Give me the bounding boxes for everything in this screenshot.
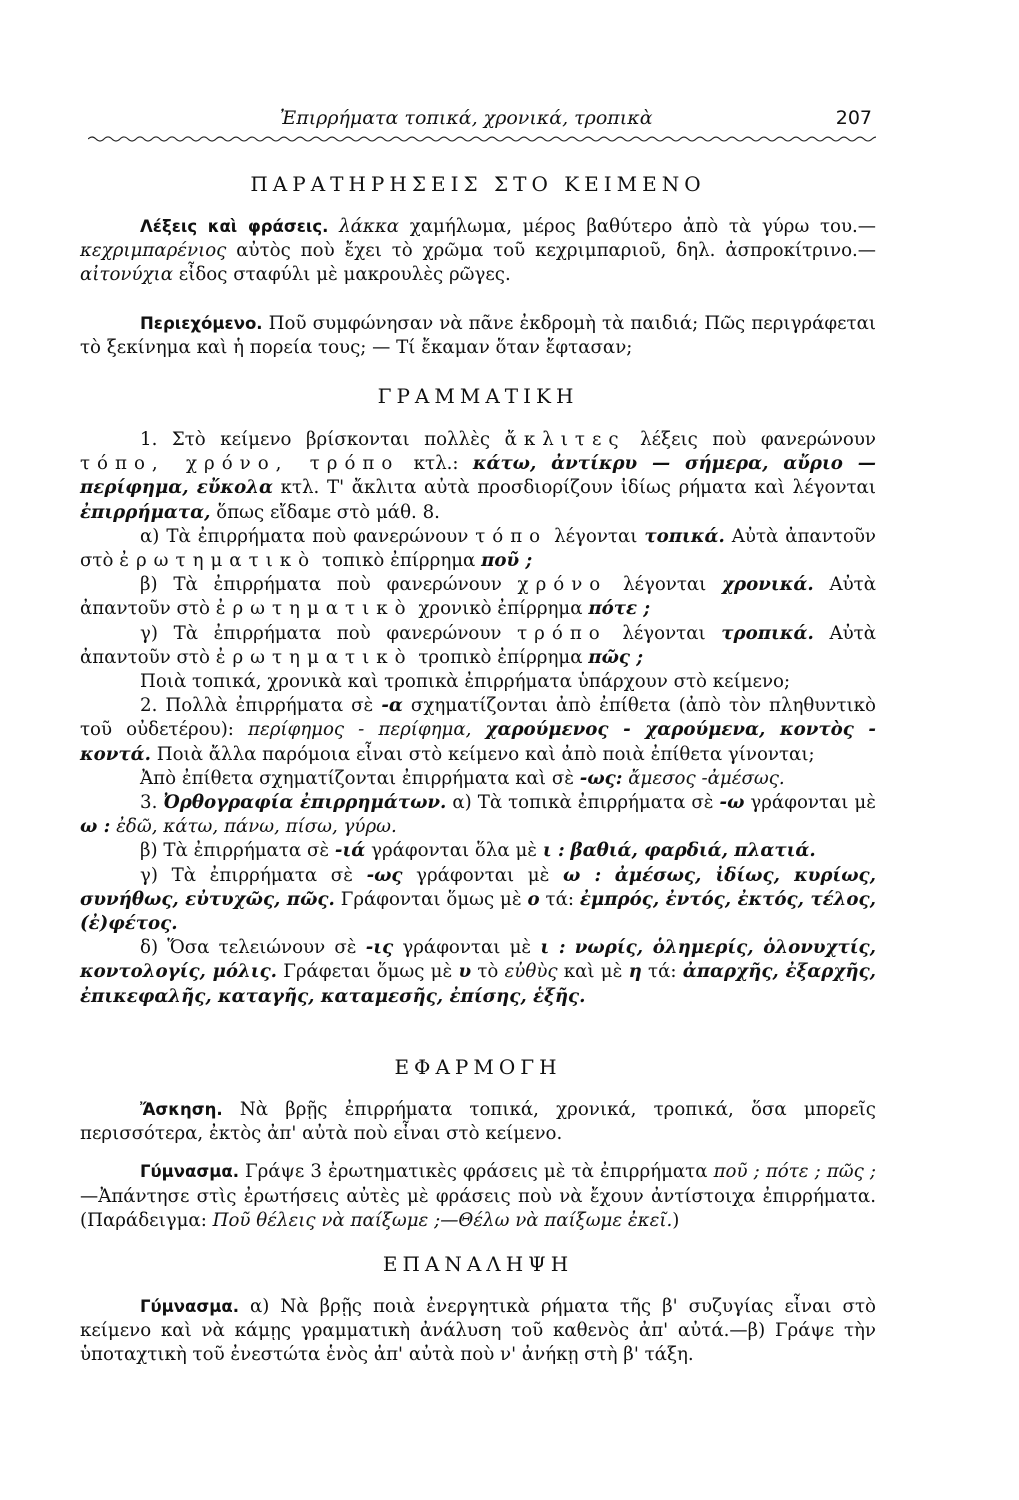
example-sentence: Ποῦ θέλεις νὰ παίξωμε ;—Θέλω νὰ παίξωμε ἐκεῖ. bbox=[212, 1209, 673, 1231]
letter: ι : bbox=[542, 840, 565, 862]
grammar-paragraph-1 bbox=[80, 428, 876, 525]
review-body bbox=[80, 1295, 876, 1368]
text: Αὐτὰ ἀπαντοῦν στὸ bbox=[80, 622, 876, 668]
text: 3. bbox=[140, 792, 158, 814]
text: α) Τὰ τοπικὰ ἐπιρρήματα σὲ bbox=[452, 792, 714, 814]
text: Ἀπὸ ἐπίθετα σχηματίζονται ἐπιρρήματα καὶ σὲ bbox=[140, 767, 574, 789]
vocab-label: Λέξεις καὶ φράσεις. bbox=[140, 217, 329, 236]
vocab-definition: εἶδος σταφύλι μὲ μακρουλὲς ρῶγες. bbox=[178, 264, 511, 286]
text: 2. Πολλὰ ἐπιρρήματα σὲ bbox=[140, 695, 374, 717]
example-words: χαρούμενος - χαρούμενα, κοντὸς - κοντά. bbox=[80, 719, 876, 765]
section-heading-notes: ΠΑΡΑΤΗΡΗΣΕΙΣ ΣΤΟ ΚΕΙΜΕΝΟ bbox=[250, 172, 706, 196]
example-words: ποῦ ; πότε ; πῶς ; bbox=[713, 1161, 876, 1183]
running-title: Ἐπιρρήματα τοπικά, χρονικά, τροπικὰ bbox=[280, 107, 653, 129]
subsection-title: Ὀρθογραφία ἐπιρρημάτων. bbox=[163, 792, 447, 814]
spaced-text: ἄκλιτες bbox=[504, 429, 626, 450]
text: —Ἀπάντησε στὶς ἐρωτήσεις αὐτὲς μὲ φράσεις ποὺ νὰ ἔχουν ἀντίστοιχα ἐπιρρήματα. (Παράδειγμα: bbox=[80, 1185, 876, 1231]
spaced-text: τόπο bbox=[475, 525, 548, 547]
text: γ) Τὰ ἐπιρρήματα ποὺ φανερώνουν bbox=[140, 622, 502, 644]
grammar-paragraph-3d bbox=[80, 936, 876, 1009]
text: τὸ bbox=[477, 961, 499, 983]
text: Αὐτὰ ἀπαντοῦν στὸ bbox=[80, 574, 876, 620]
text: γράφονται ὅλα μὲ bbox=[371, 840, 538, 862]
grammar-item-b bbox=[80, 573, 876, 621]
vocab-word: κεχριμπαρένιος bbox=[80, 240, 227, 262]
spaced-text: ἐρωτηματικὸ bbox=[119, 550, 317, 572]
example-words: ἄμεσος -ἀμέσως. bbox=[628, 767, 785, 789]
exercise-paragraph bbox=[80, 1098, 876, 1146]
text: κτλ. Τ' ἄκλιτα αὐτὰ προσδιορίζουν ἰδίως ρήματα καὶ λέγονται bbox=[280, 477, 876, 499]
spaced-text: ἐρωτηματικὸ bbox=[215, 598, 413, 620]
text: 1. Στὸ κείμενο βρίσκονται πολλὲς bbox=[140, 429, 491, 450]
drill-label: Γύμνασμα. bbox=[140, 1297, 239, 1316]
question-word: πῶς ; bbox=[588, 646, 644, 668]
term: ἐπιρρήματα, bbox=[80, 501, 211, 523]
example-words: περίφημος - περίφημα, bbox=[247, 719, 472, 741]
grammar-question: Ποιὰ τοπικά, χρονικὰ καὶ τροπικὰ ἐπιρρήματα ὑπάρχουν στὸ κείμενο; bbox=[140, 671, 791, 693]
text: γράφονται μὲ bbox=[402, 937, 532, 959]
text: τά: bbox=[545, 888, 574, 910]
grammar-item-c bbox=[80, 622, 876, 670]
example-words: νωρίς, ὁλημερίς, ὁλονυχτίς, κοντολογίς, μόλις. bbox=[80, 937, 876, 983]
letter: ω : bbox=[80, 816, 111, 838]
text: Γράψε 3 ἐρωτηματικὲς φράσεις μὲ τὰ ἐπιρρήματα bbox=[245, 1161, 708, 1183]
example-words: ἐμπρός, ἐντός, ἐκτός, τέλος, (ἐ)φέτος. bbox=[80, 888, 876, 935]
text: λέγονται bbox=[623, 574, 707, 596]
content-text: Ποῦ συμφώνησαν νὰ πᾶνε ἐκδρομὴ τὰ παιδιά; Πῶς περιγράφεται τὸ ξεκίνημα καὶ ἡ πορεία τους; — Τί ἔκαμαν ὅταν ἔφτασαν; bbox=[80, 313, 876, 359]
grammar-paragraph-2 bbox=[80, 694, 876, 767]
suffix: -α bbox=[381, 695, 403, 717]
text: γράφονται μὲ bbox=[416, 864, 550, 886]
text: Γράφονται ὅμως μὲ bbox=[340, 888, 522, 910]
text: Ποιὰ ἄλλα παρόμοια εἶναι στὸ κείμενο καὶ ἀπὸ ποιὰ ἐπίθετα γίνονται; bbox=[156, 743, 815, 765]
term: τοπικά. bbox=[644, 525, 725, 547]
text: δ) Ὅσα τελειώνουν σὲ bbox=[140, 937, 357, 959]
section-heading-review: ΕΠΑΝΑΛΗΨΗ bbox=[382, 1252, 574, 1276]
example-words: ἀπαρχῆς, ἐξαρχῆς, ἐπικεφαλῆς, καταγῆς, καταμεσῆς, ἐπίσης, ἑξῆς. bbox=[80, 961, 876, 1007]
application-body bbox=[80, 1098, 876, 1233]
letter: ι : bbox=[540, 937, 566, 959]
suffix: -ως bbox=[366, 864, 403, 886]
question-word: ποῦ ; bbox=[481, 550, 533, 572]
grammar-paragraph-3 bbox=[80, 791, 876, 839]
text: καὶ μὲ bbox=[563, 961, 623, 983]
section-heading-grammar: ΓΡΑΜΜΑΤΙΚΗ bbox=[377, 384, 579, 408]
text: τροπικὸ ἐπίρρημα bbox=[418, 646, 583, 668]
example-words: ἐδῶ, κάτω, πάνω, πίσω, γύρω. bbox=[116, 816, 397, 838]
suffix: -ω bbox=[719, 792, 745, 814]
spaced-text: ἐρωτηματικὸ bbox=[215, 646, 413, 668]
example-words: ἀμέσως, ἰδίως, κυρίως, συνήθως, εὐτυχῶς, πῶς. bbox=[80, 864, 876, 910]
spaced-text: τρόπο bbox=[517, 622, 607, 644]
text: β) Τὰ ἐπιρρήματα σὲ bbox=[140, 840, 330, 862]
letter: η bbox=[628, 961, 642, 983]
text: τά: bbox=[648, 961, 677, 983]
grammar-item-a bbox=[80, 525, 876, 573]
text: ) bbox=[672, 1209, 680, 1231]
text: λέγονται bbox=[554, 525, 638, 547]
page bbox=[80, 0, 876, 1500]
running-header bbox=[280, 106, 876, 136]
text: γράφονται μὲ bbox=[750, 792, 876, 814]
text: χρονικὸ ἐπίρρημα bbox=[418, 598, 583, 620]
exercise-label: Ἄσκηση. bbox=[140, 1100, 223, 1119]
text: β) Τὰ ἐπιρρήματα ποὺ φανερώνουν bbox=[140, 574, 502, 596]
letter: ο bbox=[527, 888, 540, 910]
text: α) Τὰ ἐπιρρήματα ποὺ φανερώνουν bbox=[140, 525, 469, 547]
vocabulary-paragraph bbox=[80, 215, 876, 288]
suffix: -ιά bbox=[334, 840, 366, 862]
vocab-word: αἰτονύχια bbox=[80, 264, 173, 286]
suffix: -ως: bbox=[579, 767, 623, 789]
drill-paragraph bbox=[80, 1160, 876, 1233]
grammar-paragraph-2b bbox=[80, 767, 876, 791]
text: Αὐτὰ ἀπαντοῦν στὸ bbox=[80, 525, 876, 572]
grammar-paragraph-3c bbox=[80, 864, 876, 937]
text: ὅπως εἴδαμε στὸ μάθ. 8. bbox=[216, 501, 440, 523]
grammar-body bbox=[80, 428, 876, 1009]
term: τροπικά. bbox=[721, 622, 814, 644]
text: κτλ.: bbox=[413, 453, 459, 475]
content-label: Περιεχόμενο. bbox=[140, 314, 263, 333]
vocab-definition: χαμήλωμα, μέρος βαθύτερο ἀπὸ τὰ γύρω του.— bbox=[409, 216, 876, 237]
text: λέγονται bbox=[622, 622, 706, 644]
letter: υ bbox=[458, 961, 472, 983]
text: γ) Τὰ ἐπιρρήματα σὲ bbox=[140, 864, 353, 886]
section-heading-application: ΕΦΑΡΜΟΓΗ bbox=[394, 1055, 562, 1079]
example-word: εὐθὺς bbox=[504, 961, 558, 983]
text: σχηματίζονται ἀπὸ ἐπίθετα (ἀπὸ τὸν πληθυντικὸ τοῦ οὐδετέρου): bbox=[80, 695, 876, 741]
suffix: -ις bbox=[365, 937, 394, 959]
grammar-paragraph-3b bbox=[80, 839, 876, 863]
review-drill-paragraph bbox=[80, 1295, 876, 1368]
text: Νὰ βρῇς ἐπιρρήματα τοπικά, χρονικά, τροπικά, ὅσα μπορεῖς περισσότερα, ἐκτὸς ἀπ' αὐτὰ ποὺ εἶναι στὸ κείμενο. bbox=[80, 1099, 876, 1145]
example-words: κάτω, ἀντίκρυ — σήμερα, αὔριο — περίφημα, εὔκολα bbox=[80, 453, 876, 499]
drill-label: Γύμνασμα. bbox=[140, 1162, 239, 1182]
page-number: 207 bbox=[835, 107, 872, 129]
spaced-text: τόπο, χρόνο, τρόπο bbox=[80, 453, 400, 475]
wavy-rule bbox=[88, 134, 876, 144]
letter: ω : bbox=[562, 864, 602, 886]
vocab-word: λάκκα bbox=[339, 216, 400, 237]
text: α) Νὰ βρῇς ποιὰ ἐνεργητικὰ ρήματα τῆς β' συζυγίας εἶναι στὸ κείμενο καὶ νὰ κάμῃς γραμματικὴ ἀνάλυση τοῦ καθενὸς ἀπ' αὐτά.—β) Γράψε τὴν ὑποταχτικὴ τοῦ ἐνεστώτα ἑνὸς ἀπ' αὐτὰ ποὺ ν' ἀνήκῃ στὴ β' τάξη. bbox=[80, 1296, 876, 1366]
vocab-definition: αὐτὸς ποὺ ἔχει τὸ χρῶμα τοῦ κεχριμπαριοῦ, δηλ. ἀσπροκίτρινο.— bbox=[236, 240, 876, 262]
term: χρονικά. bbox=[722, 574, 814, 596]
example-words: βαθιά, φαρδιά, πλατιά. bbox=[570, 840, 816, 862]
question-word: πότε ; bbox=[588, 598, 651, 620]
text: τοπικὸ ἐπίρρημα bbox=[321, 550, 476, 572]
text: λέξεις ποὺ φανερώνουν bbox=[640, 429, 876, 450]
spaced-text: χρόνο bbox=[517, 574, 608, 596]
text: Γράφεται ὅμως μὲ bbox=[283, 961, 453, 983]
content-paragraph bbox=[80, 312, 876, 360]
